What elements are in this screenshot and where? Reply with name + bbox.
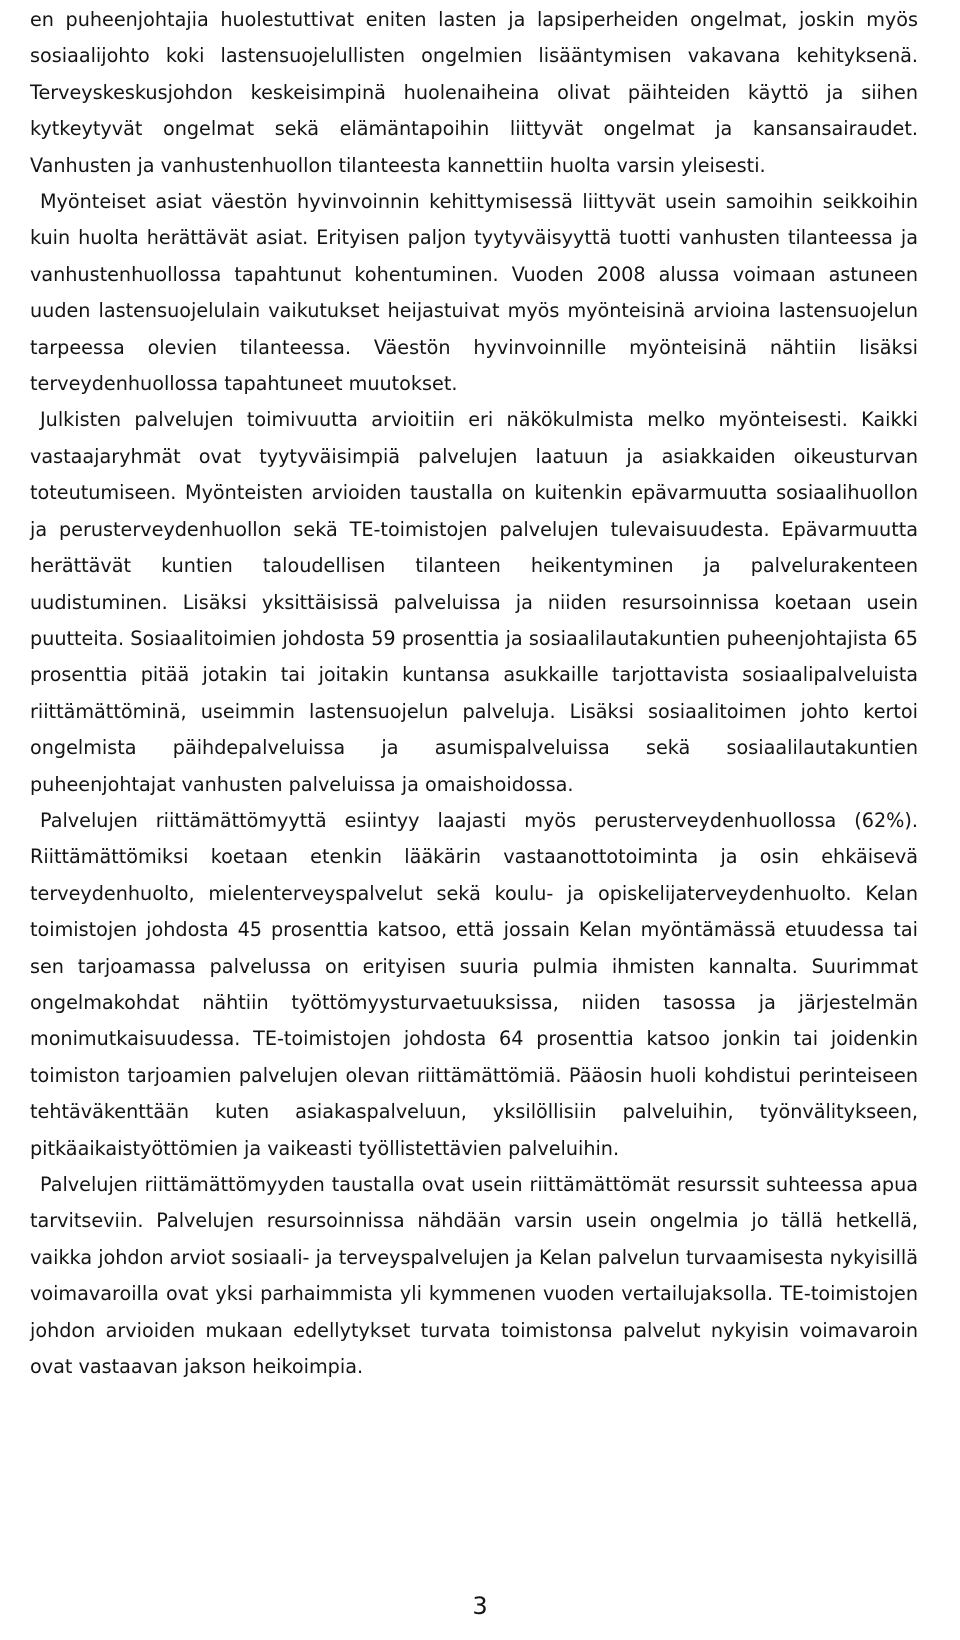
page-number: 3 xyxy=(472,1592,488,1620)
document-body xyxy=(30,2,918,1385)
paragraph-public-services: Julkisten palvelujen toimivuutta arvioitiin eri näkökulmista melko myönteisesti. Kaikki vastaajaryhmät ovat tyytyväisimpiä palvelujen laatuun ja asiakkaiden oikeusturvan toteutumiseen. Myönteisten arvioiden taustalla on kuitenkin epävarmuutta sosiaalihuollon ja perusterveydenhuollon sekä TE-toimistojen palvelujen tulevaisuudesta. Epävarmuutta herättävät kuntien taloudellisen tilanteen heikentyminen ja palvelurakenteen uudistuminen. Lisäksi yksittäisissä palveluissa ja niiden resursoinnissa koetaan usein puutteita. Sosiaalitoimien johdosta 59 prosenttia ja sosiaalilautakuntien puheenjohtajista 65 prosenttia pitää jotakin tai joitakin kuntansa asukkaille tarjottavista sosiaalipalveluista riittämättöminä, useimmin lastensuojelun palveluja. Lisäksi sosiaalitoimen johto kertoi ongelmista päihdepalveluissa ja asumispalveluissa sekä sosiaalilautakuntien puheenjohtajat vanhusten palveluissa ja omaishoidossa. xyxy=(30,408,918,796)
paragraph-continued: en puheenjohtajia huolestuttivat eniten lasten ja lapsiperheiden ongelmat, joskin myös sosiaalijohto koki lastensuojelullisten ongelmien lisääntymisen vakavana kehityksenä. Terveyskeskusjohdon keskeisimpinä huolenaiheina olivat päihteiden käyttö ja siihen kytkeytyvät ongelmat sekä elämäntapoihin liittyvät ongelmat ja kansansairaudet. Vanhusten ja vanhustenhuollon tilanteesta kannettiin huolta varsin yleisesti. xyxy=(30,8,918,177)
paragraph-resources: Palvelujen riittämättömyyden taustalla ovat usein riittämättömät resurssit suhteessa apua tarvitseviin. Palvelujen resursoinnissa nähdään varsin usein ongelmia jo tällä hetkellä, vaikka johdon arviot sosiaali- ja terveyspalvelujen ja Kelan palvelun turvaamisesta nykyisillä voimavaroilla ovat yksi parhaimmista yli kymmenen vuoden vertailujaksolla. TE-toimistojen johdon arvioiden mukaan edellytykset turvata toimistonsa palvelut nykyisin voimavaroin ovat vastaavan jakson heikoimpia. xyxy=(30,1173,918,1379)
paragraph-service-inadequacy: Palvelujen riittämättömyyttä esiintyy laajasti myös perusterveydenhuollossa (62%). Riittämättömiksi koetaan etenkin lääkärin vastaanottotoiminta ja osin ehkäisevä terveydenhuolto, mielenterveyspalvelut sekä koulu- ja opiskelijaterveydenhuolto. Kelan toimistojen johdosta 45 prosenttia katsoo, että jossain Kelan myöntämässä etuudessa tai sen tarjoamassa palvelussa on erityisen suuria pulmia ihmisten kannalta. Suurimmat ongelmakohdat nähtiin työttömyysturvaetuuksissa, niiden tasossa ja järjestelmän monimutkaisuudessa. TE-toimistojen johdosta 64 prosenttia katsoo jonkin tai joidenkin toimiston tarjoamien palvelujen olevan riittämättömiä. Pääosin huoli kohdistui perinteiseen tehtäväkenttään kuten asiakaspalveluun, yksilöllisiin palveluihin, työnvälitykseen, pitkäaikaistyöttömien ja vaikeasti työllistettävien palveluihin. xyxy=(30,808,918,1160)
paragraph-positive-developments: Myönteiset asiat väestön hyvinvoinnin kehittymisessä liittyvät usein samoihin seikkoihin kuin huolta herättävät asiat. Erityisen paljon tyytyväisyyttä tuotti vanhusten tilanteessa ja vanhustenhuollossa tapahtunut kohentuminen. Vuoden 2008 alussa voimaan astuneen uuden lastensuojelulain vaikutukset heijastuivat myös myönteisinä arvioina lastensuojelun tarpeessa olevien tilanteessa. Väestön hyvinvoinnille myönteisinä nähtiin lisäksi terveydenhuollossa tapahtuneet muutokset. xyxy=(30,190,918,396)
